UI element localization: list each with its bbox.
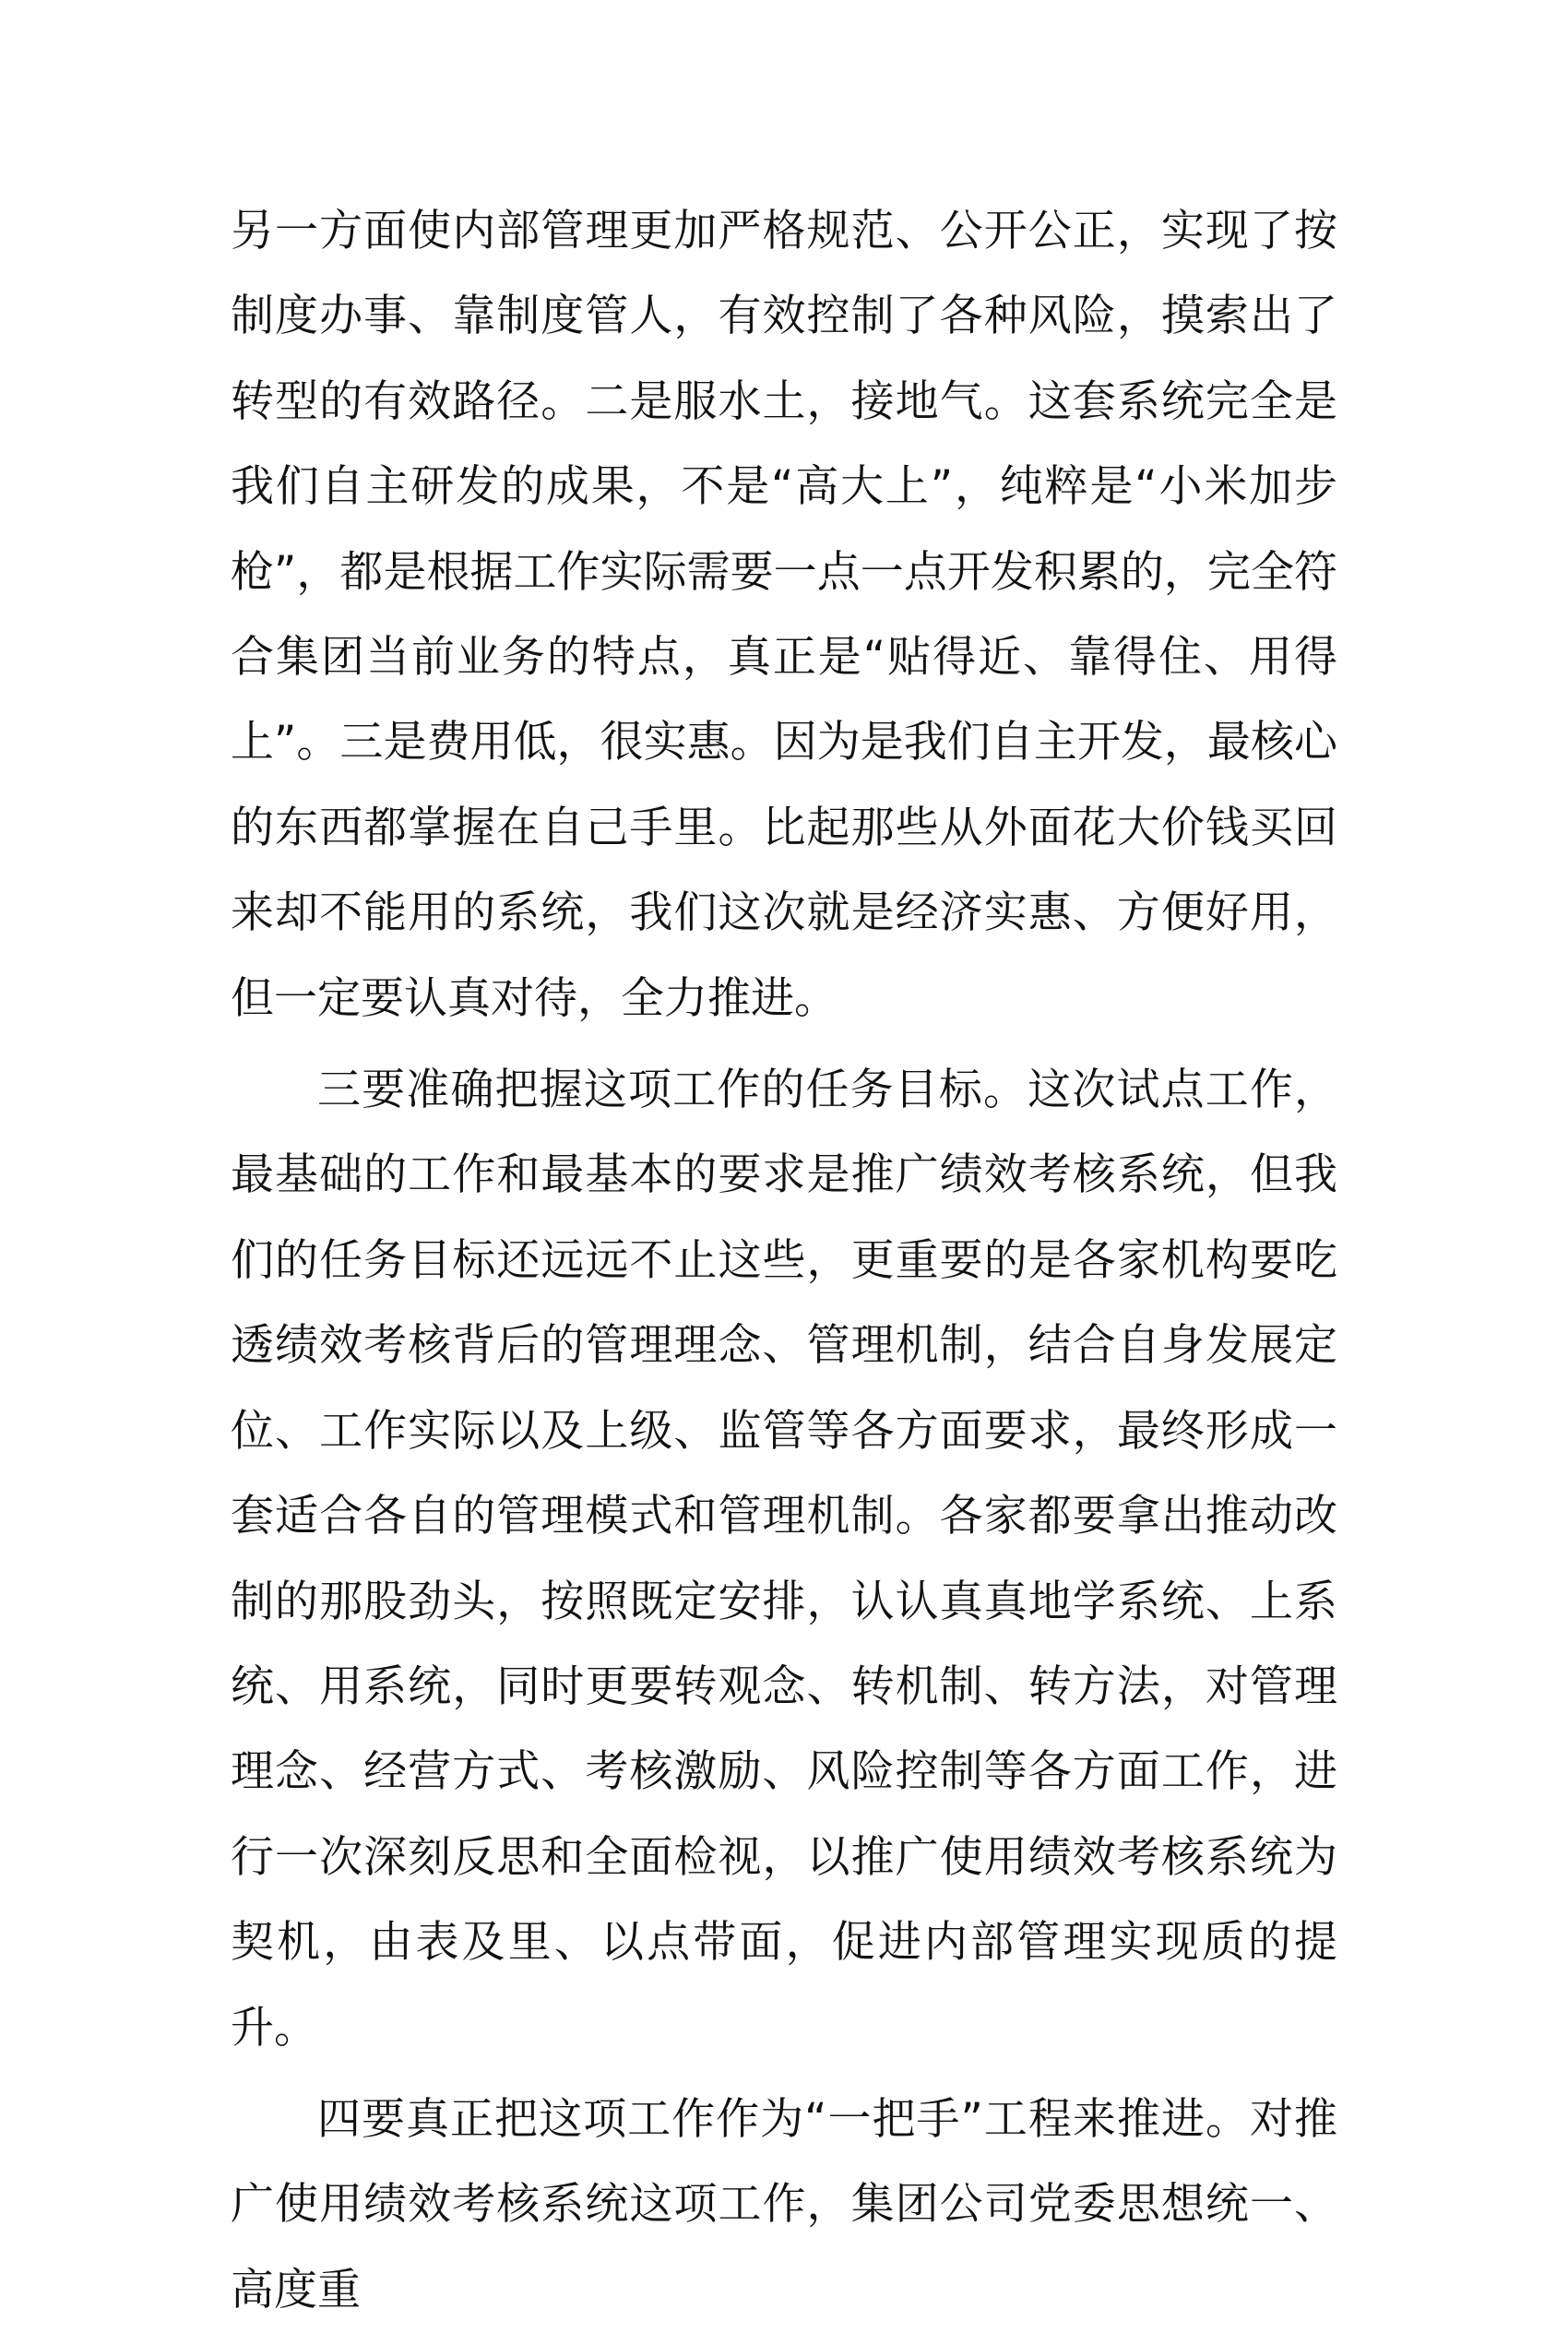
body-text [231,189,1337,2333]
paragraph-task-goals: 三要准确把握这项工作的任务目标。这次试点工作，最基础的工作和最基本的要求是推广绩效考核系统，但我们的任务目标还远远不止这些，更重要的是各家机构要吃透绩效考核背后的管理理念、管理机制，结合自身发展定位、工作实际以及上级、监管等各方面要求，最终形成一套适合各自的管理模式和管理机制。各家都要拿出推动改制的那股劲头，按照既定安排，认认真真地学系统、上系统、用系统，同时更要转观念、转机制、转方法，对管理理念、经营方式、考核激励、风险控制等各方面工作，进行一次深刻反思和全面检视，以推广使用绩效考核系统为契机，由表及里、以点带面，促进内部管理实现质的提升。 [231,1065,1337,2053]
paragraph-continued: 另一方面使内部管理更加严格规范、公开公正，实现了按制度办事、靠制度管人，有效控制了各种风险，摸索出了转型的有效路径。二是服水土，接地气。这套系统完全是我们自主研发的成果，不是“高大上”，纯粹是“小米加步枪”，都是根据工作实际需要一点一点开发积累的，完全符合集团当前业务的特点，真正是“贴得近、靠得住、用得上”。三是费用低，很实惠。因为是我们自主开发，最核心的东西都掌握在自己手里。比起那些从外面花大价钱买回来却不能用的系统，我们这次就是经济实惠、方便好用，但一定要认真对待，全力推进。 [231,206,1337,1024]
paragraph-leadership-project: 四要真正把这项工作作为“一把手”工程来推进。对推广使用绩效考核系统这项工作，集团公司党委思想统一、高度重 [231,2093,1337,2315]
